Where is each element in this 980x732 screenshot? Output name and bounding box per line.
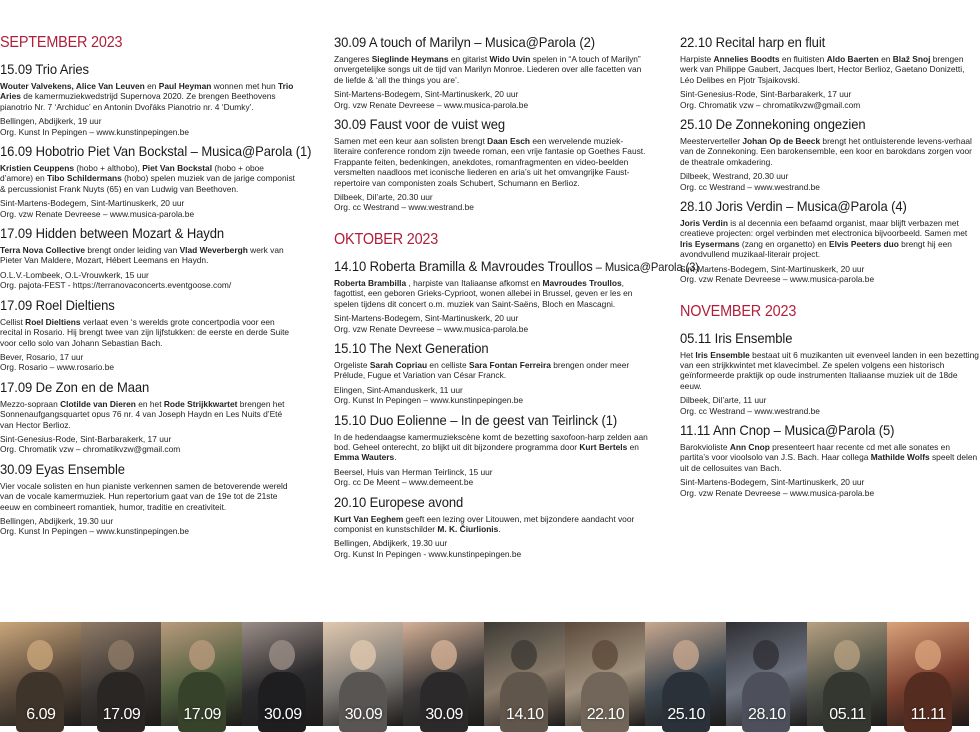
event-organizer: Org. vzw Renate Devreese – www.musica-parola.be bbox=[334, 99, 529, 110]
person-silhouette-icon bbox=[431, 640, 457, 670]
description-text: werk van Pieter Van Maldere, Mozart, Hébert Leemans en Haydn. bbox=[0, 245, 284, 266]
performer-name: Wido Uvin bbox=[489, 54, 531, 64]
event-title-text: 05.11 Iris Ensemble bbox=[680, 329, 793, 346]
event-location: Sint-Martens-Bodegem, Sint-Martinuskerk, 20 uur bbox=[680, 263, 865, 274]
performer-name: Mathilde Wolfs bbox=[870, 452, 930, 463]
event-description bbox=[680, 54, 980, 85]
event-title-text: 17.09 De Zon en de Maan bbox=[0, 378, 150, 395]
event-location: Bever, Rosario, 17 uur bbox=[0, 351, 84, 362]
event-title bbox=[334, 257, 699, 274]
performer-name: Terra Nova Collective bbox=[0, 245, 86, 256]
event-location: Sint-Martens-Bodegem, Sint-Martinuskerk, 20 uur bbox=[334, 89, 519, 100]
event-item bbox=[680, 422, 980, 498]
performer-name: Sarah Copriau bbox=[369, 359, 428, 370]
event-title bbox=[680, 116, 959, 132]
event-venue-info bbox=[680, 171, 980, 192]
column-2 bbox=[334, 34, 699, 565]
event-description bbox=[334, 54, 650, 85]
description-text: een wervelende muziek-literaire conference rondom zijn tweede roman, een vrije fantasie op Goethes Faust. Frappante feiten, bedenkingen, anekdotes, romanfragmenten en video-beelden versmelten naadloos met iconische liederen en aria’s uit het omvangrijke Faust-repertoire van componisten zoals Schubert, Schumann en Berlioz. bbox=[334, 136, 646, 188]
month-heading: SEPTEMBER 2023 bbox=[0, 34, 123, 51]
event-title bbox=[334, 340, 628, 356]
description-text: Barokvioliste bbox=[680, 441, 730, 452]
event-venue-info bbox=[0, 434, 296, 455]
event-venue-info bbox=[0, 516, 296, 537]
event-title-text: 25.10 De Zonnekoning ongezien bbox=[680, 116, 866, 133]
person-silhouette-icon bbox=[108, 640, 134, 670]
event-location: O.L.V.-Lombeek, O.L-Vrouwkerk, 15 uur bbox=[0, 269, 149, 280]
photo-date-label: 6.09 bbox=[26, 706, 56, 723]
event-organizer: Org. vzw Renate Devreese – www.musica-parola.be bbox=[680, 487, 875, 498]
event-title bbox=[680, 330, 959, 346]
performer-name: Tibo Schildermans bbox=[47, 173, 122, 184]
performer-name: Joris Verdin bbox=[680, 218, 728, 229]
event-title-text: 11.11 Ann Cnop – Musica@Parola (5) bbox=[680, 421, 895, 438]
description-text: Meesterverteller bbox=[680, 136, 743, 147]
performer-name: Vlad Weverbergh bbox=[179, 245, 248, 256]
event-title-text: 22.10 Recital harp en fluit bbox=[680, 34, 826, 50]
person-silhouette-icon bbox=[511, 640, 537, 670]
performer-name: Aldo Baerten bbox=[826, 54, 879, 64]
event-title bbox=[334, 494, 628, 510]
month-heading: NOVEMBER 2023 bbox=[680, 302, 797, 320]
event-venue-info bbox=[0, 198, 296, 219]
event-title bbox=[0, 461, 275, 477]
performer-name: Annelies Boodts bbox=[713, 54, 780, 64]
event-title-text: 28.10 Joris Verdin – Musica@Parola (4) bbox=[680, 198, 907, 215]
event-title bbox=[334, 412, 628, 428]
event-title-text: 15.10 The Next Generation bbox=[334, 339, 489, 356]
event-item bbox=[0, 225, 296, 291]
event-photo bbox=[484, 622, 566, 726]
photo-date-label: 30.09 bbox=[264, 706, 302, 723]
event-photo bbox=[403, 622, 485, 726]
event-title-text: 15.10 Duo Eolienne – In de geest van Teirlinck (1) bbox=[334, 411, 618, 428]
description-text: bestaat uit 6 muzikanten uit evenveel landen in een bezetting van een strijkkwintet met klavecimbel. Ze spelen volgens een historisch geïnformeerde praktijk op oude instrumenten Italiaanse muziek uit de 18de eeuw. bbox=[680, 349, 979, 391]
description-text: is al decennia een befaamd organist, maar blijft verbazen met creatieve projecten: orgel verbinden met electronica bijvoorbeeld. Samen met bbox=[680, 218, 968, 239]
performer-name: Emma Wauters bbox=[334, 452, 395, 463]
event-photo bbox=[887, 622, 969, 726]
event-title-text: 16.09 Hobotrio Piet Van Bockstal – Musica@Parola (1) bbox=[0, 143, 312, 160]
photo-date-label: 05.11 bbox=[829, 706, 866, 723]
event-organizer: Org. vzw Renate Devreese – www.musica-parola.be bbox=[334, 323, 529, 334]
event-location: Dilbeek, Dil’arte, 11 uur bbox=[680, 395, 767, 406]
event-title-text: 30.09 Faust voor de vuist weg bbox=[334, 116, 506, 133]
description-text: Samen met een keur aan solisten brengt bbox=[334, 136, 488, 147]
event-description bbox=[0, 317, 296, 348]
event-description bbox=[0, 163, 296, 194]
photo-date-label: 30.09 bbox=[425, 706, 463, 723]
event-item bbox=[334, 116, 650, 213]
performer-name: Trio Aries bbox=[0, 81, 294, 102]
event-title bbox=[680, 34, 959, 50]
photo-date-label: 30.09 bbox=[344, 706, 383, 723]
performer-name: Mavroudes Troullos bbox=[542, 277, 622, 288]
description-text: Het bbox=[680, 349, 696, 360]
event-location: Dilbeek, Dil’arte, 20.30 uur bbox=[334, 192, 433, 203]
event-photo bbox=[807, 622, 889, 726]
description-text: brengen onder meer Prélude, Fugue et Variation van César Franck. bbox=[334, 359, 630, 381]
event-organizer: Org. cc Westrand – www.westrand.be bbox=[334, 202, 474, 213]
event-title bbox=[680, 198, 959, 214]
photo-date-label: 17.09 bbox=[183, 706, 221, 723]
description-text: brengt hij een avondvullend muzikaal-literair project. bbox=[680, 238, 952, 260]
event-organizer: Org. Kunst In Pepingen – www.kunstinpepingen.be bbox=[0, 526, 190, 537]
event-description bbox=[680, 350, 980, 392]
event-venue-info bbox=[680, 264, 980, 285]
event-item bbox=[0, 297, 296, 373]
description-text: Zangeres bbox=[334, 54, 372, 64]
event-title bbox=[0, 297, 275, 313]
event-organizer: Org. vzw Renate Devreese – www.musica-parola.be bbox=[0, 208, 195, 219]
photo-date-label: 25.10 bbox=[667, 706, 705, 723]
person-silhouette-icon bbox=[27, 640, 53, 670]
event-location: Sint-Genesius-Rode, Sint-Barbarakerk, 17 uur bbox=[0, 433, 172, 444]
description-text: en bbox=[627, 441, 639, 452]
event-description bbox=[680, 442, 980, 473]
event-title-text: 15.09 Trio Aries bbox=[0, 61, 89, 77]
description-text: brengt onder leiding van bbox=[85, 245, 180, 256]
performer-name: M. K. Čiurlionis bbox=[437, 523, 499, 534]
event-venue-info bbox=[334, 192, 650, 213]
description-text: wonnen met hun bbox=[211, 81, 278, 91]
event-venue-info bbox=[0, 352, 296, 373]
description-text: , harpiste van Italiaanse afkomst en bbox=[406, 277, 543, 288]
performer-name: Roel Dieltiens bbox=[25, 316, 81, 327]
description-text: Vier vocale solisten en hun pianiste verkennen samen de betoverende wereld van de vocale kamermuziek. Hun repertorium gaat van de 19e tot de 21ste eeuw en combineert romantiek, humor, traditie en creativiteit. bbox=[0, 480, 288, 512]
event-venue-info bbox=[334, 467, 650, 488]
description-text: speelt delen uit de cellosuites van Bach. bbox=[680, 452, 978, 473]
event-organizer: Org. Rosario – www.rosario.be bbox=[0, 362, 115, 373]
photo-date-label: 11.11 bbox=[910, 706, 946, 723]
event-venue-info bbox=[0, 270, 296, 291]
event-item bbox=[680, 34, 980, 110]
description-text: (zang en organetto) en bbox=[739, 238, 830, 249]
performer-name: Wouter Valvekens, Alice Van Leuven bbox=[0, 81, 145, 91]
description-text: (hobo + althobo), bbox=[74, 163, 143, 174]
event-location: Bellingen, Abdijkerk, 19 uur bbox=[0, 116, 102, 127]
event-item bbox=[334, 412, 650, 488]
event-location: Dilbeek, Westrand, 20.30 uur bbox=[680, 171, 789, 182]
description-text: en fluitisten bbox=[779, 54, 827, 64]
performer-name: Iris Eysermans bbox=[680, 238, 740, 249]
event-title-text: 20.10 Europese avond bbox=[334, 493, 464, 510]
performer-name: Daan Esch bbox=[487, 136, 530, 147]
event-description bbox=[334, 278, 650, 309]
description-text: Mezzo-sopraan bbox=[0, 398, 61, 409]
event-title bbox=[334, 116, 628, 132]
description-text: Cellist bbox=[0, 316, 26, 327]
event-venue-info bbox=[334, 89, 650, 110]
performer-name: Ann Cnop bbox=[729, 441, 770, 452]
event-description bbox=[0, 245, 296, 266]
performer-name: Roberta Brambilla bbox=[334, 277, 407, 288]
event-organizer: Org. cc De Meent – www.demeent.be bbox=[334, 477, 474, 488]
event-location: Sint-Martens-Bodegem, Sint-Martinuskerk, 20 uur bbox=[334, 313, 519, 324]
event-title bbox=[0, 225, 275, 241]
description-text: de kamermuziekwedstrijd Supernova 2020. Ze brengen Beethovens pianotrio Nr. 7 ‘Archiduc’ en Antonin Dvořáks Pianotrio nr. 4 ‘Dumky’. bbox=[0, 91, 276, 112]
event-photo bbox=[0, 622, 82, 726]
event-location: Beersel, Huis van Herman Teirlinck, 15 uur bbox=[334, 466, 493, 477]
photo-date-label: 22.10 bbox=[586, 706, 625, 723]
event-photo bbox=[645, 622, 727, 726]
event-venue-info bbox=[334, 538, 650, 559]
performer-name: Elvis Peeters duo bbox=[829, 238, 899, 249]
performer-name: Iris Ensemble bbox=[695, 349, 750, 360]
performer-name: Paul Heyman bbox=[158, 81, 212, 91]
event-description bbox=[0, 399, 296, 430]
description-text: Orgeliste bbox=[334, 359, 370, 370]
description-text: , fagottist, een geboren Grieks-Cyprioot, wonen allebei in Brussel, geven er les en spelen tijdens dit concert o.m. muziek van Saint-Saëns, Bloch en Mascagni. bbox=[334, 277, 633, 309]
person-silhouette-icon bbox=[834, 640, 860, 670]
event-photo bbox=[81, 622, 163, 726]
description-text: en bbox=[144, 81, 159, 91]
event-title bbox=[0, 143, 312, 160]
event-location: Sint-Martens-Bodegem, Sint-Martinuskerk, 20 uur bbox=[680, 477, 865, 488]
event-item bbox=[0, 379, 296, 455]
event-location: Sint-Genesius-Rode, Sint-Barbarakerk, 17 uur bbox=[680, 89, 852, 100]
event-venue-info bbox=[334, 385, 650, 406]
description-text: (hobo + oboe d’amore) en bbox=[0, 163, 264, 184]
event-title-text: 14.10 Roberta Bramilla & Mavroudes Troullos bbox=[334, 257, 593, 274]
event-organizer: Org. Kunst In Pepingen – www.kunstinpepingen.be bbox=[0, 126, 190, 137]
event-item bbox=[680, 116, 980, 192]
event-description bbox=[334, 514, 650, 535]
description-text: brengt het ontluisterende levens-verhaal van de Zonnekoning. Een barokensemble, een koor en barokdans zorgen voor de theatrale omkadering. bbox=[680, 136, 972, 167]
event-venue-info bbox=[0, 116, 296, 137]
event-item bbox=[0, 461, 296, 537]
description-text: brengen het Sonnenaufgangsquartet opus 76 nr. 4 van Joseph Haydn en Les Nuits d’Eté van Hector Berlioz. bbox=[0, 398, 285, 430]
event-item bbox=[680, 330, 980, 416]
person-silhouette-icon bbox=[189, 640, 215, 670]
performer-name: Kristien Ceuppens bbox=[0, 163, 74, 174]
event-organizer: Org. Kunst In Pepingen - www.kunstinpepingen.be bbox=[334, 548, 522, 559]
description-text: verlaat even ‘s werelds grote concertpodia voor een recital in Rosario. Hij brengt twee van zijn lijfstukken: de eerste en derde Suite voor cello solo van Johann Sebastian Bach. bbox=[0, 316, 290, 348]
description-text: en het bbox=[135, 398, 164, 409]
event-description bbox=[334, 432, 650, 463]
event-description bbox=[334, 360, 650, 381]
month-heading: OKTOBER 2023 bbox=[334, 230, 439, 248]
description-text: en gitarist bbox=[448, 54, 490, 64]
event-location: Sint-Martens-Bodegem, Sint-Martinuskerk, 20 uur bbox=[0, 198, 185, 209]
event-title-text: 30.09 A touch of Marilyn – Musica@Parola (2) bbox=[334, 34, 595, 50]
performer-name: Sieglinde Heymans bbox=[371, 54, 449, 64]
description-text: In de hedendaagse kamermuziekscène komt de bezetting saxofoon-harp zelden aan bod. Geheel onterecht, zo blijkt uit dit bijzondere programma door bbox=[334, 431, 648, 452]
event-photo bbox=[242, 622, 324, 726]
event-description bbox=[680, 218, 980, 260]
description-text: en bbox=[878, 54, 893, 64]
event-photo bbox=[565, 622, 647, 726]
performer-name: Clotilde van Dieren bbox=[60, 398, 136, 409]
photo-date-label: 14.10 bbox=[506, 706, 544, 723]
performer-name: Kurt Van Eeghem bbox=[334, 513, 404, 524]
person-silhouette-icon bbox=[673, 640, 699, 670]
event-item bbox=[334, 494, 650, 560]
event-venue-info bbox=[334, 313, 650, 334]
performer-name: Rode Strijkkwartet bbox=[163, 398, 238, 409]
column-3 bbox=[680, 34, 980, 504]
event-venue-info bbox=[680, 395, 980, 416]
photo-date-label: 28.10 bbox=[748, 706, 786, 723]
event-title bbox=[0, 61, 275, 77]
event-title-text: 30.09 Eyas Ensemble bbox=[0, 460, 125, 477]
event-organizer: Org. vzw Renate Devreese – www.musica-parola.be bbox=[680, 274, 875, 285]
photo-strip bbox=[0, 622, 968, 726]
event-organizer: Org. Chromatik vzw – chromatikvzw@gmail.com bbox=[0, 444, 181, 455]
event-photo bbox=[726, 622, 808, 726]
description-text: . bbox=[394, 452, 397, 463]
description-text: (hobo) spelen muziek van de jarige componist & percussionist Frank Nuyts (65) en van Ludwig van Beethoven. bbox=[0, 173, 295, 194]
description-text: geeft een lezing over Litouwen, met bijzondere aandacht voor componist en kunstschilder bbox=[334, 513, 635, 534]
person-silhouette-icon bbox=[753, 640, 779, 670]
performer-name: Piet Van Bockstal bbox=[142, 163, 213, 174]
event-title-text: 17.09 Hidden between Mozart & Haydn bbox=[0, 225, 225, 242]
description-text: presenteert haar recente cd met alle sonates en partita’s voor vioolsolo van J.S. Bach. Haar collega bbox=[680, 441, 950, 463]
event-location: Elingen, Sint-Amanduskerk, 11 uur bbox=[334, 384, 463, 395]
event-organizer: Org. Chromatik vzw – chromatikvzw@gmail.com bbox=[680, 99, 861, 110]
event-organizer: Org. Kunst In Pepingen – www.kunstinpepingen.be bbox=[334, 395, 524, 406]
event-organizer: Org. pajota-FEST - https://terranovaconcerts.eventgoose.com/ bbox=[0, 280, 232, 291]
performer-name: Blaž Snoj bbox=[892, 54, 931, 64]
event-item bbox=[680, 198, 980, 284]
photo-date-label: 17.09 bbox=[102, 706, 141, 723]
event-item bbox=[334, 34, 650, 110]
event-item bbox=[334, 257, 699, 334]
event-photo bbox=[323, 622, 405, 726]
event-item bbox=[334, 340, 650, 406]
person-silhouette-icon bbox=[915, 640, 941, 670]
description-text: brengen werk van Philippe Gaubert, Jacques Ibert, Hector Berlioz, Gaetano Donizetti, Léo Delibes en Pjotr Tsjaikovski. bbox=[680, 54, 965, 85]
performer-name: Johan Op de Beeck bbox=[742, 136, 821, 147]
event-item bbox=[0, 143, 312, 219]
event-title bbox=[680, 422, 959, 438]
event-description bbox=[334, 136, 650, 188]
description-text: Harpiste bbox=[680, 54, 714, 64]
event-location: Bellingen, Abdijkerk, 19.30 uur bbox=[0, 515, 114, 526]
event-photo bbox=[161, 622, 243, 726]
event-description bbox=[0, 481, 296, 512]
event-title bbox=[334, 34, 628, 50]
event-title-suffix: – Musica@Parola (3) bbox=[592, 259, 699, 274]
performer-name: Kurt Bertels bbox=[579, 441, 628, 452]
event-description bbox=[0, 81, 296, 112]
event-title bbox=[0, 379, 275, 395]
event-organizer: Org. cc Westrand – www.westrand.be bbox=[680, 181, 820, 192]
description-text: . bbox=[498, 523, 501, 534]
person-silhouette-icon bbox=[269, 640, 295, 670]
event-description bbox=[680, 136, 980, 167]
event-location: Bellingen, Abdijkerk, 19.30 uur bbox=[334, 538, 448, 549]
person-silhouette-icon bbox=[592, 640, 618, 670]
event-venue-info bbox=[680, 477, 980, 498]
person-silhouette-icon bbox=[350, 640, 376, 670]
performer-name: Sara Fontan Ferreira bbox=[469, 359, 551, 370]
description-text: en celliste bbox=[427, 359, 469, 370]
event-organizer: Org. cc Westrand – www.westrand.be bbox=[680, 405, 820, 416]
column-1 bbox=[0, 34, 312, 543]
event-item bbox=[0, 61, 296, 137]
description-text: spelen in “A touch of Marilyn” onvergetelijke songs uit de tijd van Marilyn Monroe. Liederen over alle facetten van de liefde & ‘all the things you are’. bbox=[334, 54, 642, 85]
event-title-text: 17.09 Roel Dieltiens bbox=[0, 296, 115, 313]
event-venue-info bbox=[680, 89, 980, 110]
